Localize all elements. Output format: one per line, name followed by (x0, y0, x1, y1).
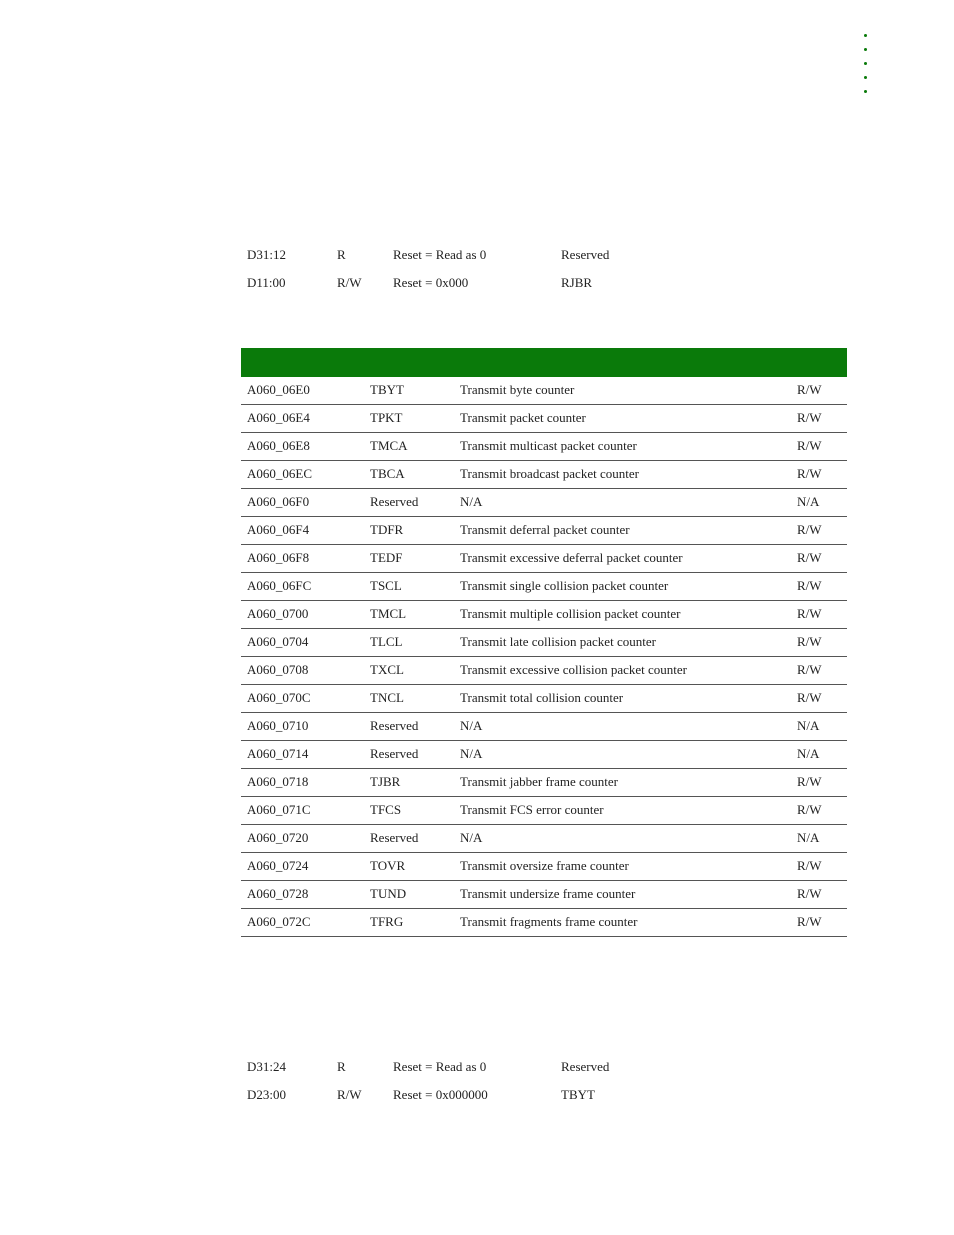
register-access: R/W (797, 858, 822, 873)
register-description: Transmit broadcast packet counter (460, 466, 639, 481)
table-row (241, 377, 847, 405)
table-row (241, 825, 847, 853)
register-description: Transmit excessive deferral packet counter (460, 550, 683, 565)
table-row (241, 433, 847, 461)
table-row (241, 769, 847, 797)
bit-reset: Reset = 0x000 (393, 275, 469, 290)
register-address: A060_0728 (247, 886, 309, 901)
register-description: Transmit packet counter (460, 410, 586, 425)
bit-reset: Reset = 0x000000 (393, 1087, 488, 1102)
register-name: TOVR (370, 858, 406, 873)
register-address: A060_072C (247, 914, 311, 929)
register-access: R/W (797, 914, 822, 929)
register-address: A060_06EC (247, 466, 312, 481)
register-access: R/W (797, 550, 822, 565)
register-address: A060_06F4 (247, 522, 310, 537)
register-access: R/W (797, 382, 822, 397)
register-description: N/A (460, 830, 483, 845)
register-address: A060_0724 (247, 858, 309, 873)
table-row (241, 573, 847, 601)
bit-range: D31:12 (247, 247, 286, 262)
register-description: Transmit single collision packet counter (460, 578, 669, 593)
register-access: R/W (797, 438, 822, 453)
register-table (241, 348, 847, 937)
register-name: TMCA (370, 438, 408, 453)
bit-reset: Reset = Read as 0 (393, 247, 487, 262)
register-access: R/W (797, 886, 822, 901)
register-description: Transmit jabber frame counter (460, 774, 618, 789)
register-address: A060_0708 (247, 662, 309, 677)
register-description: Transmit FCS error counter (460, 802, 604, 817)
register-name: TBCA (370, 466, 405, 481)
bit-range: D11:00 (247, 275, 286, 290)
register-address: A060_06E4 (247, 410, 310, 425)
bit-name: TBYT (561, 1087, 595, 1102)
register-access: R/W (797, 522, 822, 537)
bit-access: R (337, 1059, 346, 1074)
register-access: R/W (797, 690, 822, 705)
register-description: Transmit undersize frame counter (460, 886, 636, 901)
register-address: A060_06E0 (247, 382, 310, 397)
register-description: Transmit oversize frame counter (460, 858, 629, 873)
table-header-bar (241, 348, 847, 377)
register-name: TPKT (370, 410, 403, 425)
register-name: TSCL (370, 578, 402, 593)
register-description: N/A (460, 718, 483, 733)
register-name: TMCL (370, 606, 407, 621)
marker-dot (864, 76, 867, 79)
register-name: TLCL (370, 634, 403, 649)
register-description: Transmit excessive collision packet counter (460, 662, 687, 677)
register-description: Transmit byte counter (460, 382, 575, 397)
table-row (241, 713, 847, 741)
register-name: TFRG (370, 914, 404, 929)
register-address: A060_06F8 (247, 550, 310, 565)
register-access: R/W (797, 410, 822, 425)
register-description: Transmit fragments frame counter (460, 914, 638, 929)
page-marker-dots (864, 34, 870, 104)
marker-dot (864, 48, 867, 51)
bit-access: R (337, 247, 346, 262)
marker-dot (864, 62, 867, 65)
table-row (241, 517, 847, 545)
table-row (241, 741, 847, 769)
register-name: Reserved (370, 830, 419, 845)
register-description: Transmit multiple collision packet counter (460, 606, 681, 621)
table-row (241, 909, 847, 937)
register-name: Reserved (370, 494, 419, 509)
register-access: N/A (797, 746, 820, 761)
table-row (241, 545, 847, 573)
register-address: A060_06FC (247, 578, 312, 593)
register-description: Transmit total collision counter (460, 690, 624, 705)
register-access: N/A (797, 718, 820, 733)
register-access: R/W (797, 662, 822, 677)
bit-access: R/W (337, 275, 362, 290)
register-address: A060_0700 (247, 606, 309, 621)
table-row (241, 685, 847, 713)
table-row (241, 601, 847, 629)
register-description: N/A (460, 494, 483, 509)
register-address: A060_0710 (247, 718, 309, 733)
register-name: TBYT (370, 382, 404, 397)
marker-dot (864, 34, 867, 37)
register-access: R/W (797, 466, 822, 481)
bit-name: RJBR (561, 275, 593, 290)
table-row (241, 489, 847, 517)
bit-range: D31:24 (247, 1059, 286, 1074)
register-description: Transmit late collision packet counter (460, 634, 656, 649)
register-name: TEDF (370, 550, 403, 565)
register-address: A060_071C (247, 802, 311, 817)
register-description: N/A (460, 746, 483, 761)
register-name: Reserved (370, 746, 419, 761)
register-description: Transmit multicast packet counter (460, 438, 637, 453)
register-description: Transmit deferral packet counter (460, 522, 630, 537)
register-access: R/W (797, 802, 822, 817)
register-name: TXCL (370, 662, 404, 677)
register-address: A060_0714 (247, 746, 309, 761)
register-name: TUND (370, 886, 407, 901)
register-name: Reserved (370, 718, 419, 733)
register-address: A060_0704 (247, 634, 309, 649)
register-address: A060_070C (247, 690, 311, 705)
table-row (241, 461, 847, 489)
register-access: R/W (797, 578, 822, 593)
bit-name: Reserved (561, 247, 610, 262)
register-access: N/A (797, 830, 820, 845)
register-name: TFCS (370, 802, 402, 817)
register-access: N/A (797, 494, 820, 509)
table-row (241, 629, 847, 657)
register-address: A060_06F0 (247, 494, 310, 509)
table-row (241, 797, 847, 825)
register-name: TNCL (370, 690, 404, 705)
bit-name: Reserved (561, 1059, 610, 1074)
table-row (241, 881, 847, 909)
register-address: A060_0720 (247, 830, 309, 845)
register-address: A060_0718 (247, 774, 309, 789)
register-address: A060_06E8 (247, 438, 310, 453)
bit-access: R/W (337, 1087, 362, 1102)
bit-reset: Reset = Read as 0 (393, 1059, 487, 1074)
marker-dot (864, 90, 867, 93)
table-row (241, 657, 847, 685)
register-name: TDFR (370, 522, 404, 537)
table-row (241, 405, 847, 433)
register-name: TJBR (370, 774, 401, 789)
register-access: R/W (797, 634, 822, 649)
table-body (241, 377, 847, 937)
bit-range: D23:00 (247, 1087, 286, 1102)
register-access: R/W (797, 774, 822, 789)
register-access: R/W (797, 606, 822, 621)
table-row (241, 853, 847, 881)
